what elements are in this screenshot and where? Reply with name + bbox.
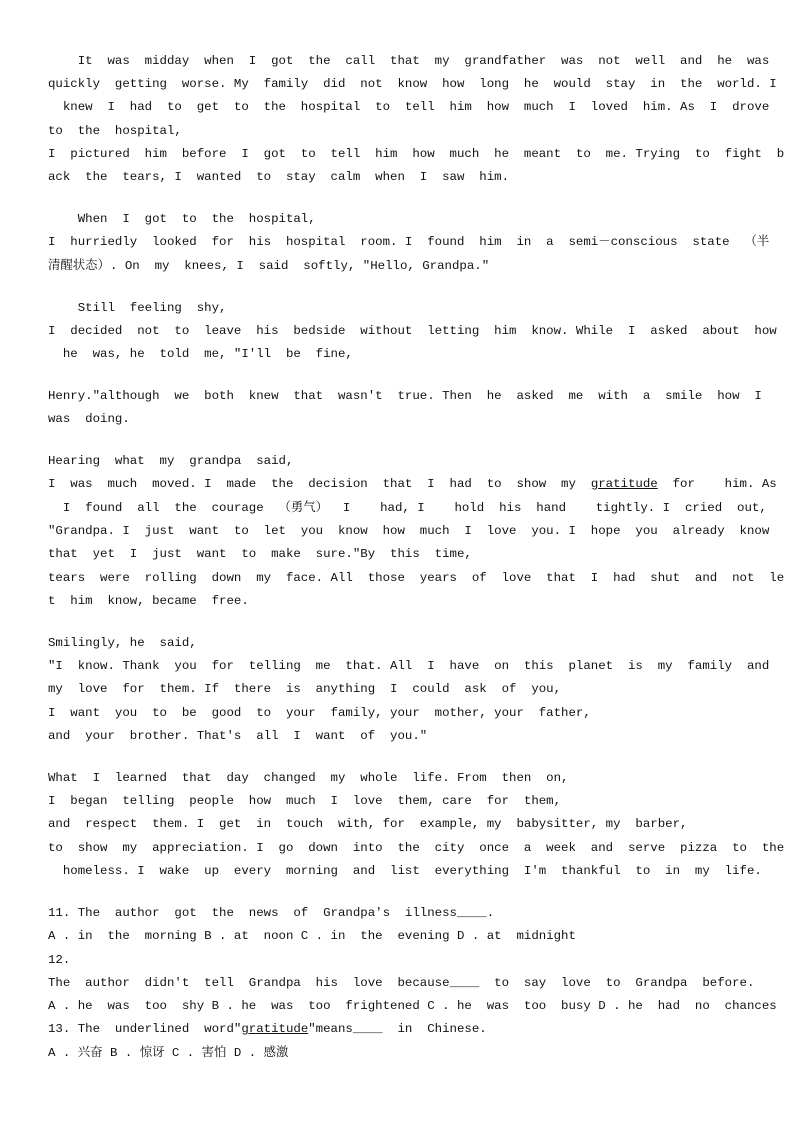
passage-p1-line-3: knew I had to get to the hospital to tell him how much I loved him. As I drove <box>48 100 770 114</box>
question-11-stem: 11. The author got the news of Grandpa's illness____. <box>48 906 495 920</box>
passage-p4-line-1: Hearing what my grandpa said, <box>48 454 294 468</box>
passage-p3-line-4: Henry."although we both knew that wasn't true. Then he asked me with a smile how I <box>48 389 762 403</box>
passage-p5-line-2: "I know. Thank you for telling me that. All I have on this planet is my family and <box>48 659 770 673</box>
underlined-word-gratitude: gratitude <box>590 477 658 491</box>
passage-p4-line-4: "Grandpa. I just want to let you know how much I love you. I hope you already know <box>48 524 770 538</box>
passage-p2-line-2: I hurriedly looked for his hospital room. I found him in a semi－conscious state （半 <box>48 235 770 249</box>
passage-p6-line-5: homeless. I wake up every morning and list everything I'm thankful to in my life. <box>48 864 762 878</box>
passage-p1-line-1: It was midday when I got the call that my grandfather was not well and he was <box>48 54 770 68</box>
passage-p5-line-3: my love for them. If there is anything I could ask of you, <box>48 682 562 696</box>
question-12-options: A . he was too shy B . he was too frightened C . he was too busy D . he had no chances <box>48 999 777 1013</box>
passage-p4-line-5: that yet I just want to make sure."By this time, <box>48 547 472 561</box>
passage-p3-line-2: I decided not to leave his bedside without letting him know. While I asked about how <box>48 324 777 338</box>
passage-p4-line-2-pre: I was much moved. I made the decision that I had to show my <box>48 477 591 491</box>
passage-p5-line-1: Smilingly, he said, <box>48 636 197 650</box>
passage-p6-line-1: What I learned that day changed my whole life. From then on, <box>48 771 569 785</box>
question-11-options: A . in the morning B . at noon C . in the evening D . at midnight <box>48 929 576 943</box>
question-13-options: A . 兴奋 B . 惊讶 C . 害怕 D . 感激 <box>48 1046 289 1060</box>
question-12-stem: The author didn't tell Grandpa his love because____ to say love to Grandpa before. <box>48 976 755 990</box>
passage-p6-line-2: I began telling people how much I love them, care for them, <box>48 794 562 808</box>
passage-p5-line-4: I want you to be good to your family, your mother, your father, <box>48 706 591 720</box>
question-13-stem-post: "means____ in Chinese. <box>308 1022 487 1036</box>
passage-p5-line-5: and your brother. That's all I want of you." <box>48 729 428 743</box>
question-13-stem <box>48 1021 742 1037</box>
passage-p6-line-4: to show my appreciation. I go down into the city once a week and serve pizza to the <box>48 841 785 855</box>
passage-p4-line-3: I found all the courage （勇气） I had, I hold his hand tightly. I cried out, <box>48 501 767 515</box>
question-12-number: 12. <box>48 953 71 967</box>
passage-p4-line-7: t him know, became free. <box>48 594 249 608</box>
passage-p1-line-2: quickly getting worse. My family did not know how long he would stay in the world. I <box>48 77 777 91</box>
passage-p2-line-3: 清醒状态）. On my knees, I said softly, "Hello, Grandpa." <box>48 259 490 273</box>
question-13-stem-pre: 13. The underlined word" <box>48 1022 242 1036</box>
passage-p1-line-5: I pictured him before I got to tell him how much he meant to me. Trying to fight b <box>48 147 785 161</box>
passage-p1-line-6: ack the tears, I wanted to stay calm when I saw him. <box>48 170 510 184</box>
passage-p2-line-1: When I got to the hospital, <box>48 212 316 226</box>
question-13-underlined-word: gratitude <box>241 1022 309 1036</box>
passage-p3-line-5: was doing. <box>48 412 130 426</box>
passage-p6-line-3: and respect them. I get in touch with, for example, my babysitter, my barber, <box>48 817 688 831</box>
passage-p4-line-6: tears were rolling down my face. All those years of love that I had shut and not le <box>48 571 785 585</box>
passage-p1-line-4: to the hospital, <box>48 124 182 138</box>
passage-p3-line-1: Still feeling shy, <box>48 301 227 315</box>
passage-p4-line-2-post: for him. As <box>657 477 777 491</box>
passage-p4-line-2 <box>48 476 777 492</box>
passage-p3-line-3: he was, he told me, "I'll be fine, <box>48 347 353 361</box>
